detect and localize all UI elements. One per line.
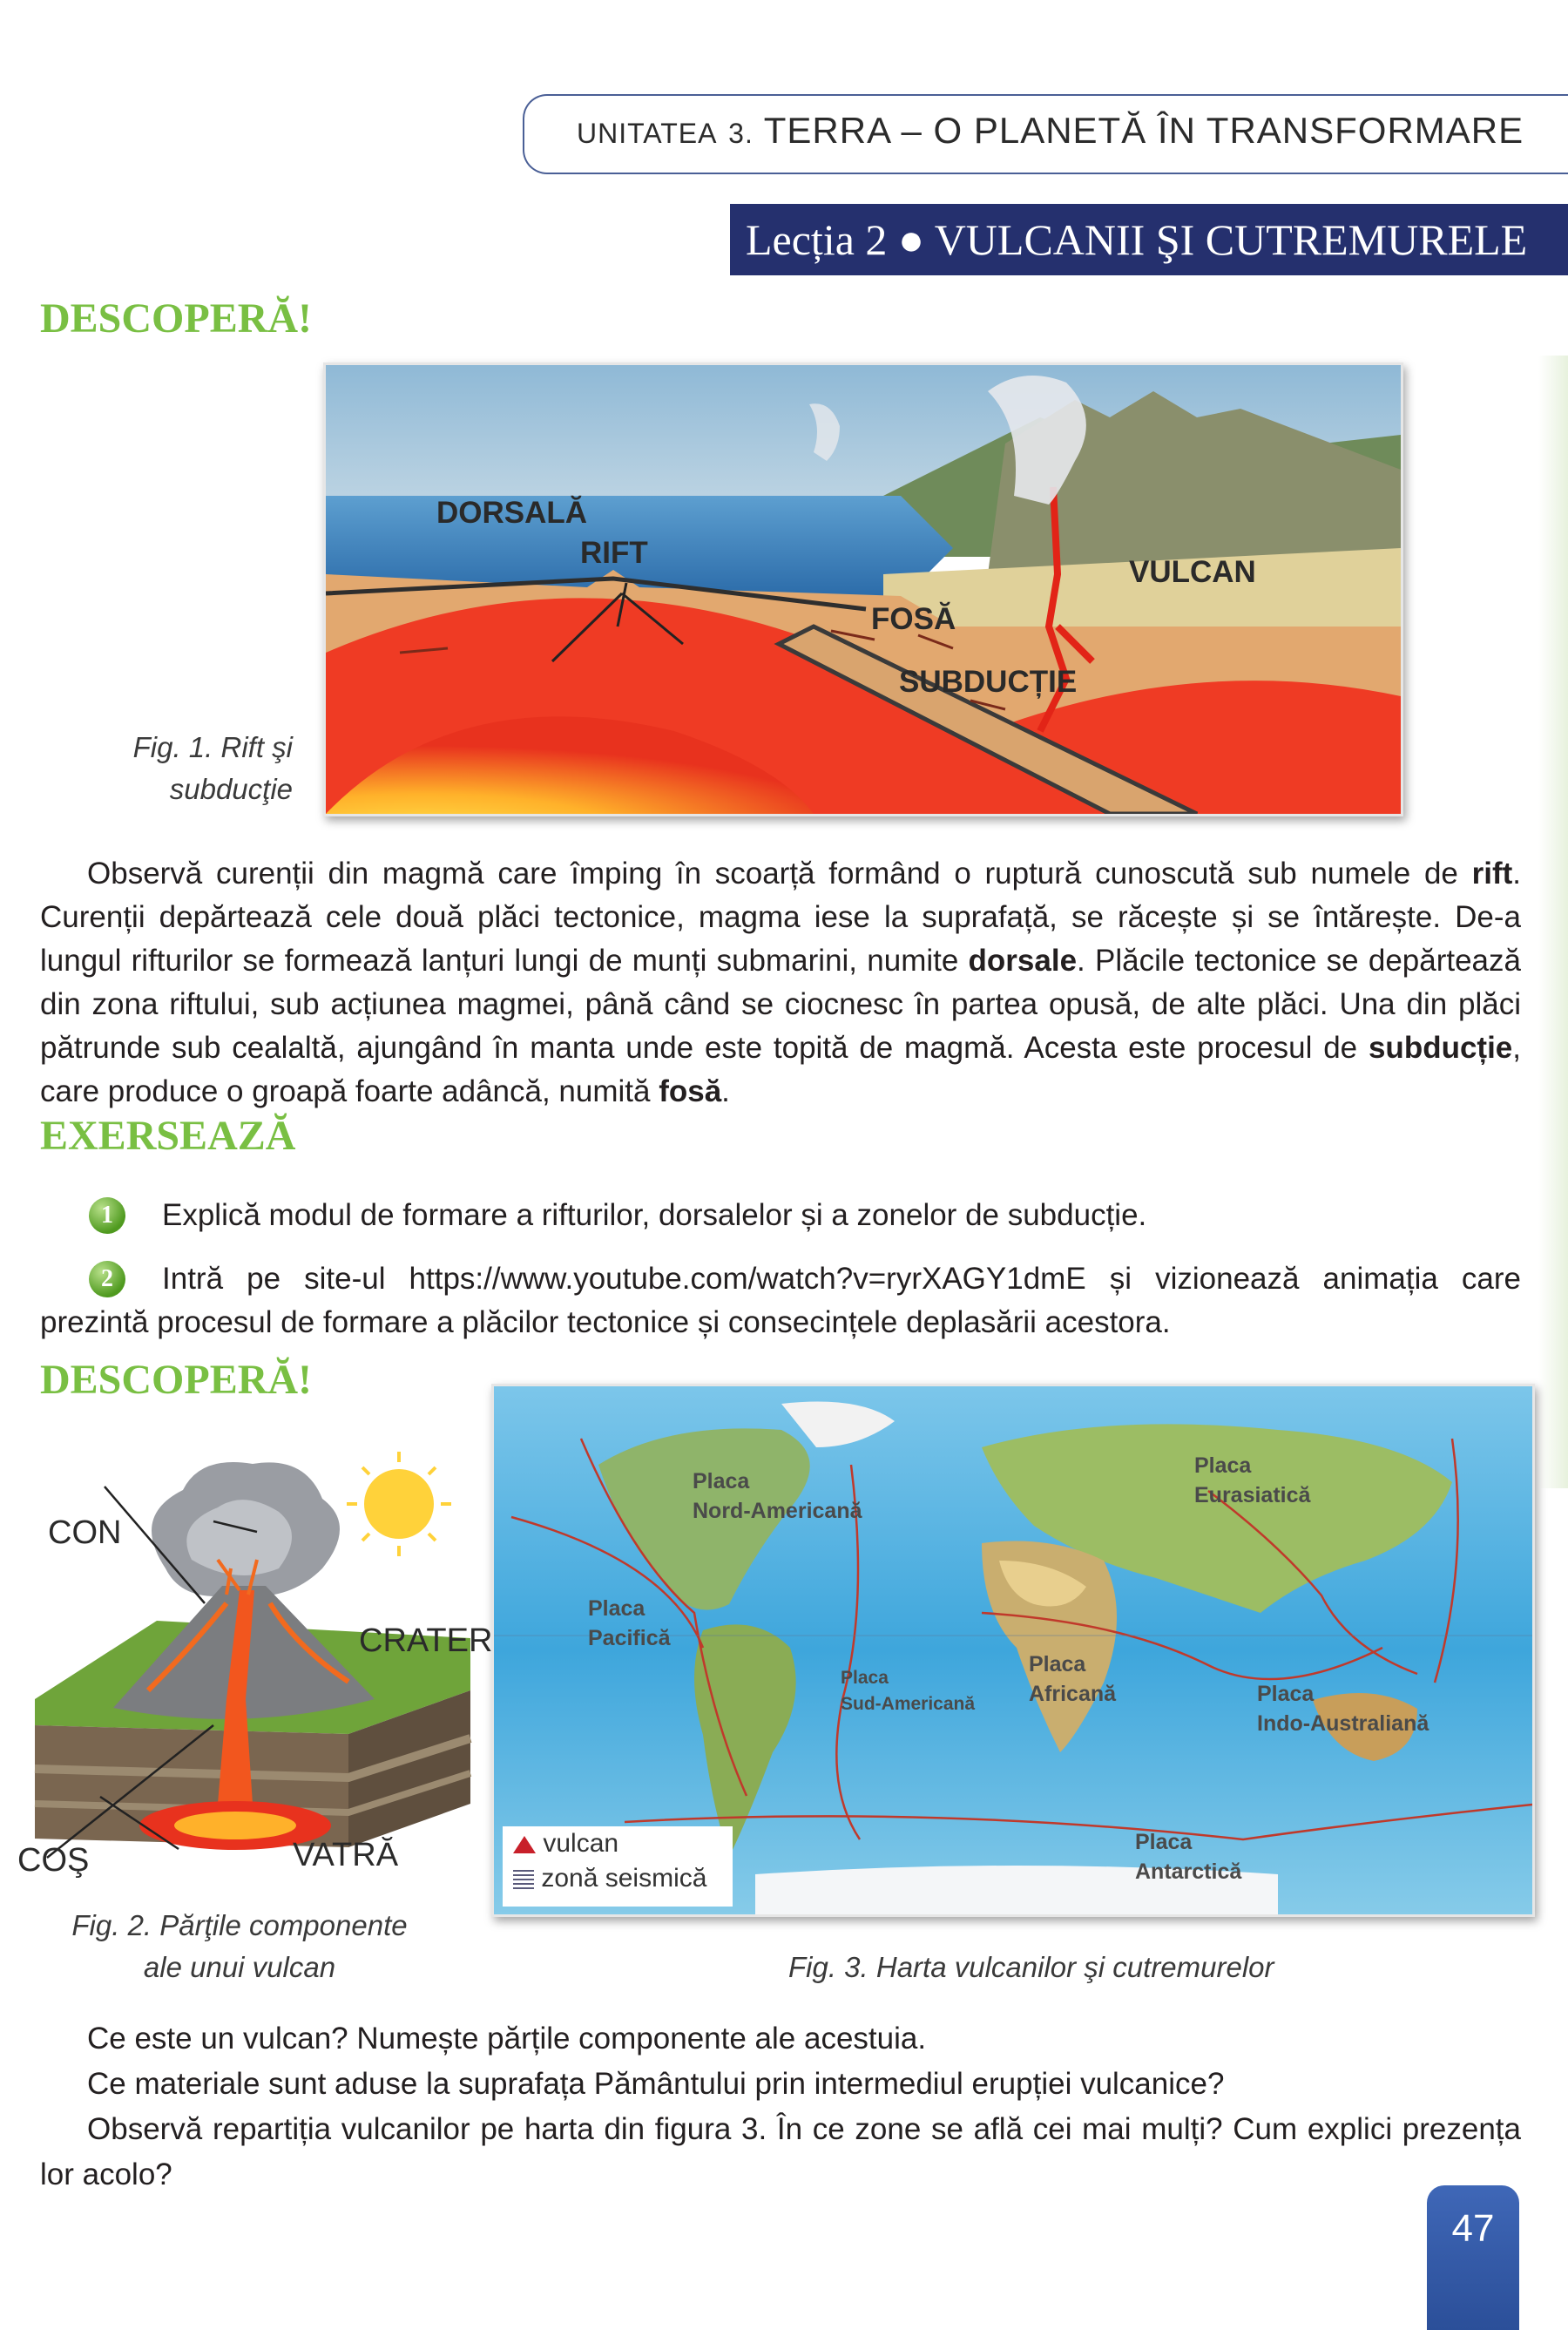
label-con: CON bbox=[48, 1514, 122, 1551]
discussion-questions bbox=[40, 2016, 1521, 2198]
plate-pacific: Placa Pacifică bbox=[588, 1596, 671, 1650]
exercise-number-badge: 1 bbox=[89, 1197, 125, 1234]
map-legend bbox=[503, 1826, 733, 1907]
label-subductie: SUBDUCȚIE bbox=[899, 665, 1078, 699]
plate-eurasian: Placa Eurasiatică bbox=[1194, 1453, 1311, 1507]
legend-volcano: vulcan bbox=[503, 1826, 733, 1861]
exercise-number-badge: 2 bbox=[89, 1261, 125, 1297]
figure-rift-subduction bbox=[323, 362, 1403, 816]
label-crater: CRATER bbox=[359, 1622, 493, 1659]
section-heading-discover-1: DESCOPERĂ! bbox=[40, 295, 313, 342]
section1-paragraph: Observă curenții din magmă care împing în scoarță formând o ruptură cunoscută sub numele de rift. Curenții depărtează cele două plăci tectonice, magma iese la suprafață, se răcește și se întărește. De-a lungul rifturilor se formează lanțuri lungi de munți submarini, numite dorsale. Plăcile tectonice se depărtează din zona riftului, sub acțiunea magmei, până când se ciocnesc în partea opusă, de alte plăci. Una din plăci pătrunde sub cealaltă, ajungând în manta unde este topită de magmă. Acesta este procesul de subducție, care produce o groapă foarte adâncă, numită fosă. bbox=[40, 857, 1521, 1108]
plate-african: Placa Africană bbox=[1029, 1652, 1117, 1706]
question-3: Observă repartiția vulcanilor pe harta din figura 3. În ce zone se află cei mai mulți? Cum explici prezența lor acolo? bbox=[40, 2112, 1521, 2191]
seismic-zone-icon bbox=[513, 1870, 534, 1889]
label-vatra: VATRĂ bbox=[293, 1837, 399, 1873]
plate-south-american: Placa Sud-Americană bbox=[841, 1668, 976, 1714]
section-heading-exercise: EXERSEAZĂ bbox=[40, 1113, 296, 1159]
page-edge-decoration bbox=[1538, 356, 1568, 1488]
exercise-item-1: 1 Explică modul de formare a rifturilor, dorsalelor și a zonelor de subducție. bbox=[40, 1194, 1521, 1237]
volcano-illustration bbox=[17, 1438, 488, 1891]
section-heading-discover-2: DESCOPERĂ! bbox=[40, 1357, 313, 1403]
sun-icon bbox=[364, 1469, 434, 1539]
legend-seismic: zonă seismică bbox=[503, 1861, 733, 1896]
lesson-title: Lecția 2 ● VULCANII ŞI CUTREMURELE bbox=[730, 204, 1568, 275]
figure2-caption: Fig. 2. Părţile componente ale unui vulcan bbox=[71, 1909, 408, 1983]
unit-title: UNITATEA 3. TERRA – O PLANETĂ ÎN TRANSFORMARE bbox=[577, 110, 1524, 151]
plate-indo-australian: Placa Indo-Australiană bbox=[1257, 1682, 1429, 1736]
page-number: 47 bbox=[1427, 2185, 1519, 2330]
figure1-caption: Fig. 1. Rift şi subducţie bbox=[132, 731, 293, 805]
plate-antarctic: Placa Antarctică bbox=[1135, 1830, 1242, 1884]
figure-volcano-earthquake-map bbox=[491, 1384, 1535, 1917]
exercise-item-2: 2 Intră pe site-ul https://www.youtube.com/watch?v=ryrXAGY1dmE și vizionează animația care prezintă procesul de formare a plăcilor tectonice și consecințele deplasării acestora. bbox=[40, 1262, 1521, 1339]
figure3-caption: Fig. 3. Harta vulcanilor şi cutremurelor bbox=[788, 1951, 1274, 1983]
question-1: Ce este un vulcan? Numește părțile componente ale acestuia. bbox=[87, 2022, 927, 2056]
label-rift: RIFT bbox=[580, 536, 648, 570]
label-fosa: FOSĂ bbox=[871, 602, 956, 636]
figure-volcano-parts bbox=[17, 1438, 493, 1891]
question-2: Ce materiale sunt aduse la suprafața Pământului prin intermediul erupției vulcanice? bbox=[87, 2067, 1225, 2101]
label-dorsala: DORSALĂ bbox=[436, 496, 588, 530]
plate-north-american: Placa Nord-Americană bbox=[693, 1469, 862, 1523]
label-cos: COŞ bbox=[17, 1842, 90, 1879]
label-vulcan: VULCAN bbox=[1129, 555, 1256, 589]
volcano-triangle-icon bbox=[513, 1836, 536, 1853]
